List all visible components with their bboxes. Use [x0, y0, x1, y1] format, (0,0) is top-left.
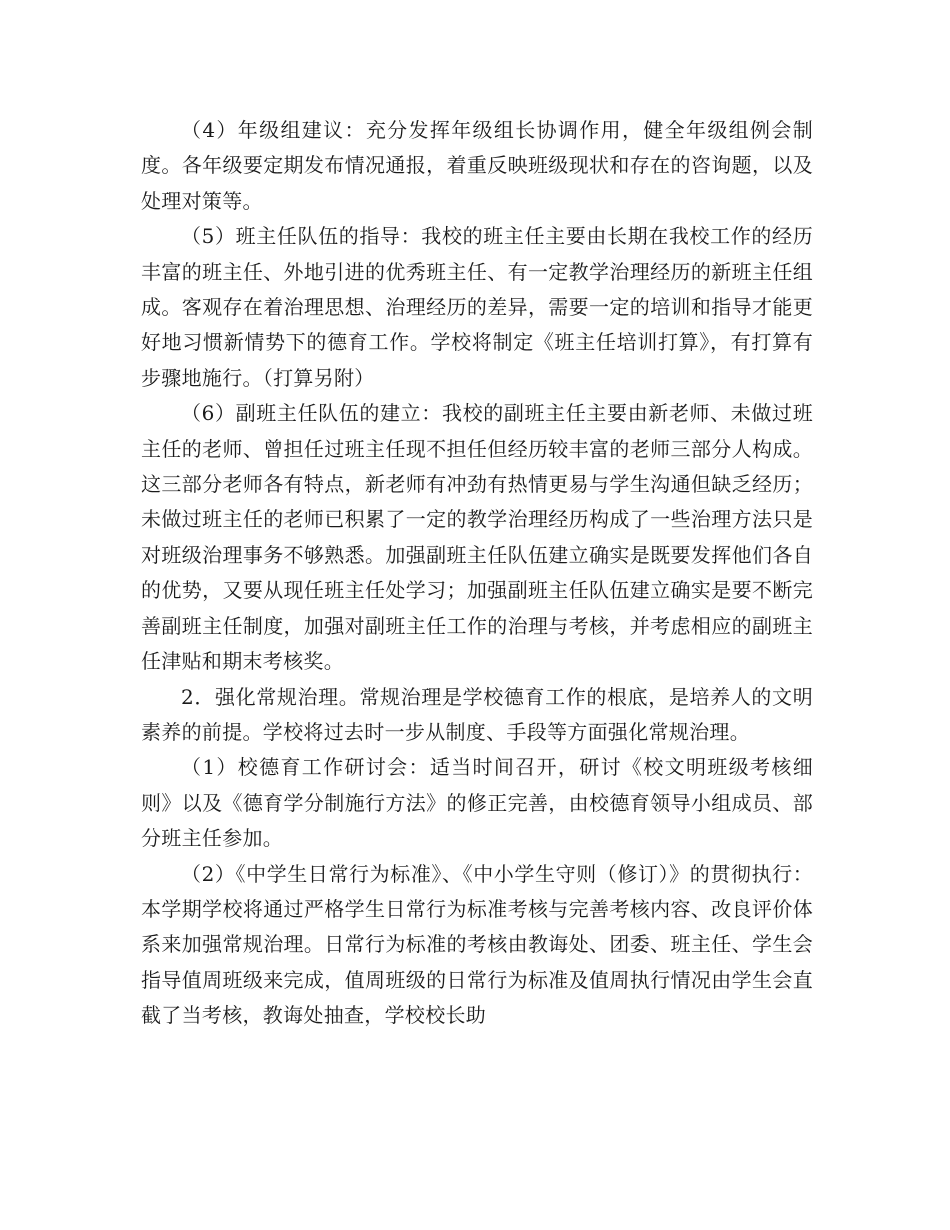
paragraph-head-teacher-guidance: （5）班主任队伍的指导：我校的班主任主要由长期在我校工作的经历丰富的班主任、外地引进的优秀班主任、有一定教学治理经历的新班主任组成。客观存在着治理思想、治理经历的差异，需要一定的培训和指导才能更好地习惯新情势下的德育工作。学校将制定《班主任培训打算》，有打算有步骤地施行。（打算另附）	[141, 224, 813, 390]
paragraph-code-of-conduct: （2）《中学生日常行为标准》、《中小学生守则（修订）》的贯彻执行：本学期学校将通过严格学生日常行为标准考核与完善考核内容、改良评价体系来加强常规治理。日常行为标准的考核由教诲处、团委、班主任、学生会指导值周班级来完成，值周班级的日常行为标准及值周执行情况由学生会直截了当考核，教诲处抽查，学校校长助	[141, 861, 813, 1028]
paragraph-grade-group: （4）年级组建议：充分发挥年级组长协调作用，健全年级组例会制度。各年级要定期发布情况通报，着重反映班级现状和存在的咨询题，以及处理对策等。	[141, 118, 813, 213]
paragraph-routine-management: 2．强化常规治理。常规治理是学校德育工作的根底，是培养人的文明素养的前提。学校将过去时一步从制度、手段等方面强化常规治理。	[141, 684, 813, 744]
paragraph-moral-education-seminar: （1）校德育工作研讨会：适当时间召开，研讨《校文明班级考核细则》以及《德育学分制施行方法》的修正完善，由校德育领导小组成员、部分班主任参加。	[141, 755, 813, 851]
document-body	[141, 113, 813, 1034]
paragraph-deputy-head-teacher: （6）副班主任队伍的建立：我校的副班主任主要由新老师、未做过班主任的老师、曾担任过班主任现不担任但经历较丰富的老师三部分人构成。这三部分老师各有特点，新老师有冲劲有热情更易与学生沟通但缺乏经历；未做过班主任的老师已积累了一定的教学治理经历构成了一些治理方法只是对班级治理事务不够熟悉。加强副班主任队伍建立确实是既要发挥他们各自的优势，又要从现任班主任处学习；加强副班主任队伍建立确实是要不断完善副班主任制度，加强对副班主任工作的治理与考核，并考虑相应的副班主任津贴和期末考核奖。	[141, 401, 813, 674]
